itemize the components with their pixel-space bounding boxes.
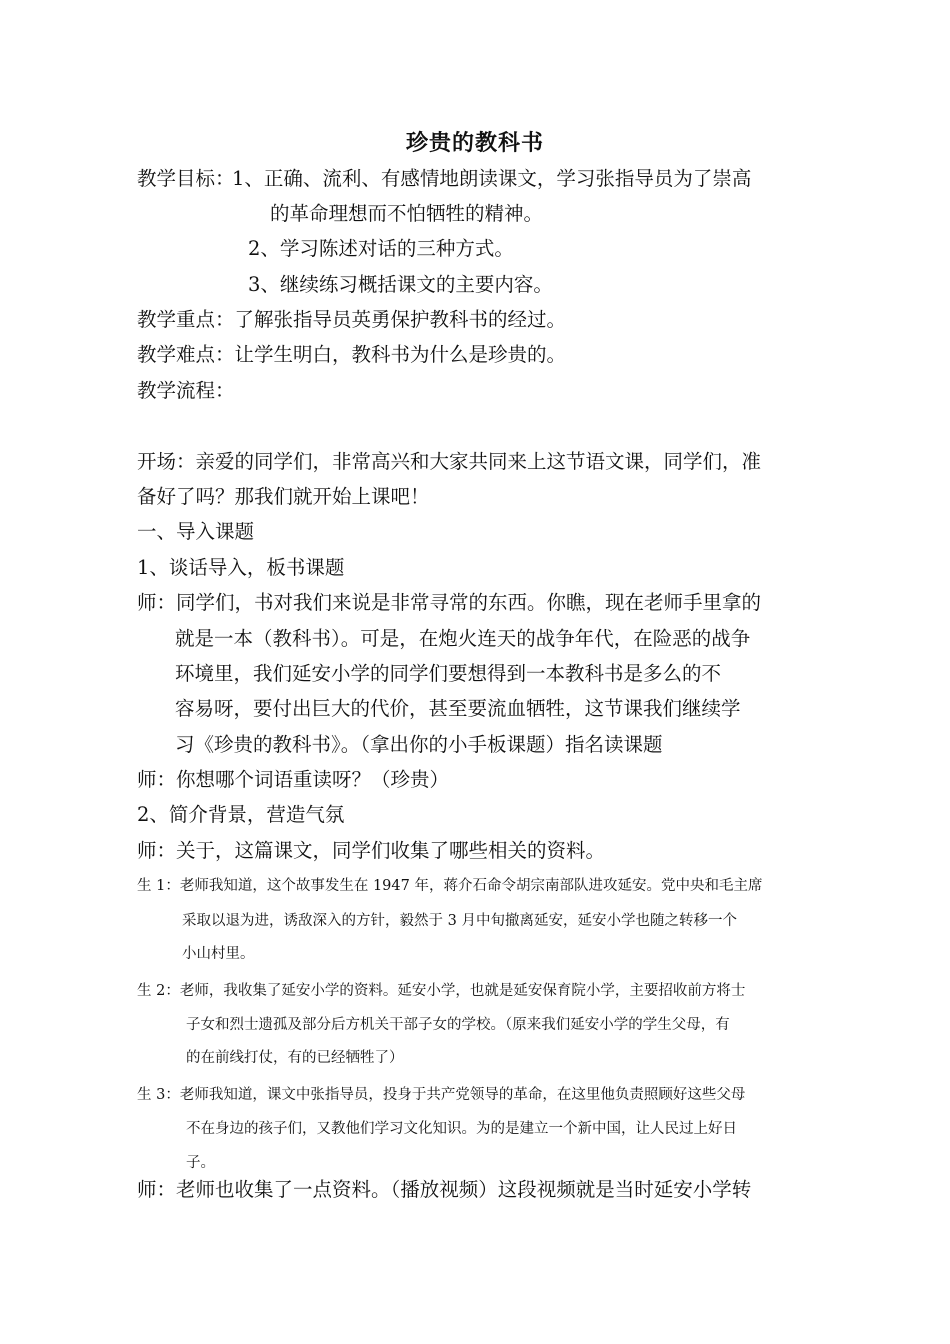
teacher-paragraph-line-5: 习《珍贵的教科书》。（拿出你的小手板课题）指名读课题 <box>175 733 663 756</box>
student-3-line-2: 不在身边的孩子们，又教他们学习文化知识。为的是建立一个新中国，让人民过上好日 <box>186 1121 737 1137</box>
student-1-line-3: 小山村里。 <box>182 946 255 962</box>
step-1-heading: 1、谈话导入，板书课题 <box>137 556 345 579</box>
student-2-line-2: 子女和烈士遗孤及部分后方机关干部子女的学校。（原来我们延安小学的学生父母，有 <box>186 1017 730 1033</box>
teacher-paragraph-line-3: 环境里，我们延安小学的同学们要想得到一本教科书是多么的不 <box>175 662 722 685</box>
student-1-line-2: 采取以退为进，诱敌深入的方针，毅然于 3 月中旬撤离延安，延安小学也随之转移一个 <box>182 913 737 929</box>
difficulty: 教学难点：让学生明白，教科书为什么是珍贵的。 <box>137 343 567 366</box>
objective-1-line-1: 1、正确、流利、有感情地朗读课文，学习张指导员为了崇高 <box>232 167 752 190</box>
section-heading: 一、导入课题 <box>137 520 255 543</box>
student-1-line-1: 生 1：老师我知道，这个故事发生在 1947 年，蒋介石命令胡宗南部队进攻延安。党中央和毛主席 <box>137 878 763 894</box>
student-2-line-1: 生 2：老师，我收集了延安小学的资料。延安小学，也就是延安保育院小学，主要招收前方将士 <box>137 983 746 999</box>
student-2-line-3: 的在前线打仗，有的已经牺牲了） <box>186 1050 404 1066</box>
teacher-video-line: 师：老师也收集了一点资料。（播放视频）这段视频就是当时延安小学转 <box>137 1178 752 1201</box>
teacher-paragraph-line-4: 容易呀，要付出巨大的代价，甚至要流血牺牲，这节课我们继续学 <box>175 697 741 720</box>
objective-3: 3、继续练习概括课文的主要内容。 <box>248 273 553 296</box>
student-3-line-3: 子。 <box>186 1155 215 1171</box>
teacher-paragraph-line-1: 师：同学们，书对我们来说是非常寻常的东西。你瞧，现在老师手里拿的 <box>137 591 762 614</box>
process-label: 教学流程： <box>137 379 235 402</box>
objectives-label: 教学目标： <box>137 167 235 190</box>
teacher-question: 师：你想哪个词语重读呀？（珍贵） <box>137 768 450 791</box>
opening-line-2: 备好了吗？那我们就开始上课吧！ <box>137 485 430 508</box>
page-title: 珍贵的教科书 <box>405 130 544 156</box>
teacher-prompt: 师：关于，这篇课文，同学们收集了哪些相关的资料。 <box>137 839 606 862</box>
teacher-paragraph-line-2: 就是一本（教科书）。可是，在炮火连天的战争年代，在险恶的战争 <box>175 627 751 650</box>
step-2-heading: 2、简介背景，营造气氛 <box>137 803 345 826</box>
opening-line-1: 开场：亲爱的同学们，非常高兴和大家共同来上这节语文课，同学们，准 <box>137 450 762 473</box>
objective-2: 2、学习陈述对话的三种方式。 <box>248 237 514 260</box>
objective-1-line-2: 的革命理想而不怕牺牲的精神。 <box>270 202 544 225</box>
student-3-line-1: 生 3：老师我知道，课文中张指导员，投身于共产党领导的革命，在这里他负责照顾好这些父母 <box>137 1087 746 1103</box>
key-point: 教学重点：了解张指导员英勇保护教科书的经过。 <box>137 308 567 331</box>
